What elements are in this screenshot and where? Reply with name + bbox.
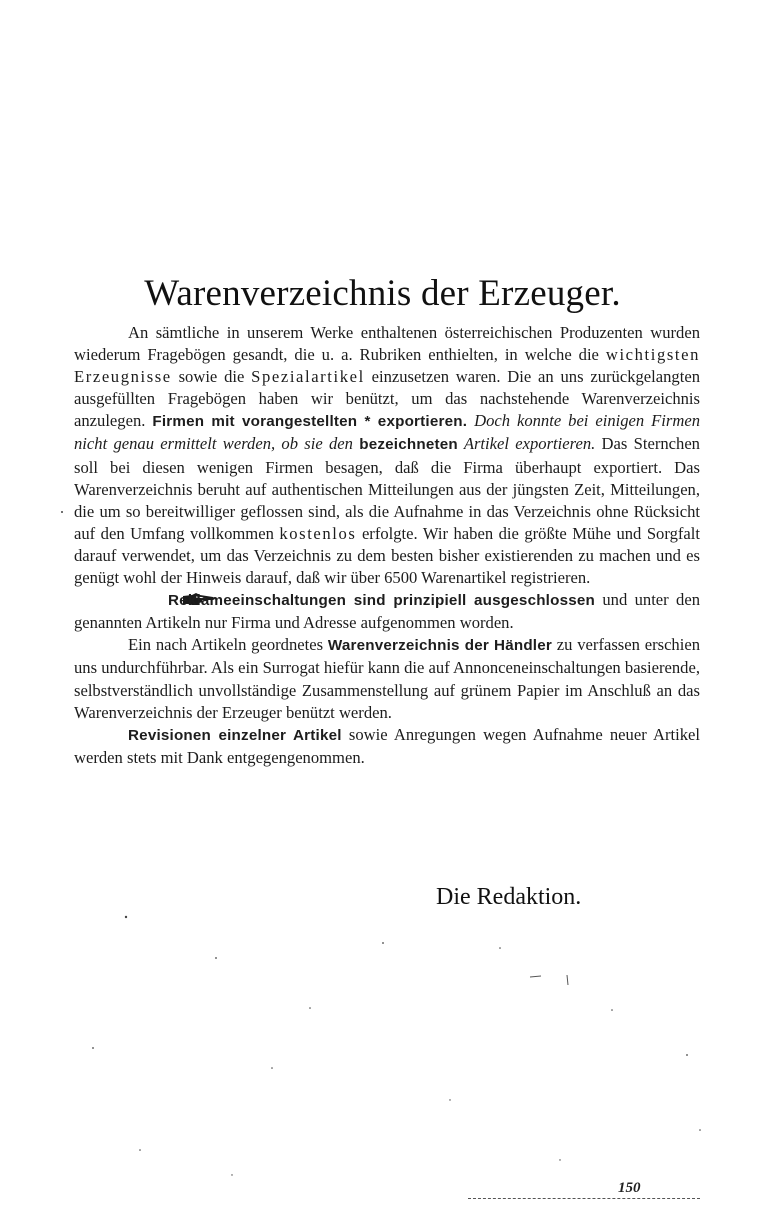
- dealers-text-2: zu verfassen erschien uns undurchführbar. Als ein Surrogat hiefür kann die auf Annonceneinschaltungen basierende, selbstverständlich unvollständige Zusammenstellung auf grünem Papier im Anschluß an das Warenverzeichnis der Erzeuger benützt werden.: [74, 635, 700, 722]
- intro-spaced-specials: Spezialartikel: [251, 367, 365, 387]
- intro-italic-2: Artikel exportieren.: [457, 434, 596, 454]
- intro-spaced-products: wichtigsten Erzeugnisse: [74, 345, 700, 387]
- signature-editorial: Die Redaktion.: [436, 884, 582, 910]
- page-title: Warenverzeichnis der Erzeuger.: [144, 273, 621, 314]
- document-body: [74, 322, 700, 769]
- intro-text-5: erfolgte. Wir haben die größte Mühe und Sorgfalt darauf verwendet, um das Verzeichnis zu dem besten bisher existierenden zu machen und es genügt wohl der Hinweis darauf, daß wir über 6500 Warenartikel registrieren.: [74, 523, 700, 588]
- intro-bold-designated: bezeichneten: [359, 436, 458, 454]
- revisions-text: sowie Anregungen wegen Aufnahme neuer Artikel werden stets mit Dank entgegengenommen.: [74, 724, 700, 767]
- intro-text-4: Das Sternchen soll bei diesen wenigen Firmen besagen, daß die Firma überhaupt exportiert. Das Warenverzeichnis beruht auf authentischen Mitteilungen aus der jüngsten Zeit, Mitteilungen, die um so bereitwilliger geflossen sind, als die Aufnahme in das Verzeichnis ohne Rücksicht auf den Umfang vollkommen: [74, 434, 700, 543]
- revisions-bold: Revisionen einzelner Artikel: [128, 726, 342, 744]
- intro-spaced-free: kostenlos: [279, 523, 357, 543]
- footer-rule: [468, 1198, 700, 1199]
- intro-text-2: sowie die: [171, 367, 252, 387]
- paragraph-dealers: [74, 634, 700, 723]
- page-number: 150: [618, 1180, 641, 1196]
- intro-text-3: einzusetzen waren. Die an uns zurückgelangten ausgefüllten Fragebögen haben wir benützt, um das nachstehende Warenverzeichnis anzulegen.: [74, 367, 700, 431]
- intro-italic-1: Doch konnte bei einigen Firmen nicht genau ermittelt werden, ob sie den: [74, 411, 700, 454]
- paragraph-revisions: [74, 724, 700, 769]
- advertising-bold: Reklameeinschaltungen sind prinzipiell ausgeschlossen: [168, 592, 596, 610]
- intro-text-1: An sämtliche in unserem Werke enthaltenen österreichischen Produzenten wurden wiederum Fragebögen gesandt, die u. a. Rubriken enthielten, in welche die: [74, 323, 700, 365]
- intro-export-notice: Firmen mit vorangestellten * exportieren.: [152, 413, 468, 431]
- advertising-text: und unter den genannten Artikeln nur Firma und Adresse aufgenommen worden.: [74, 590, 700, 633]
- dealers-text-1: Ein nach Artikeln geordnetes: [128, 635, 328, 655]
- paragraph-intro: [74, 322, 700, 589]
- dealers-bold: Warenverzeichnis der Händler: [327, 637, 552, 655]
- pointing-hand-icon: [128, 590, 162, 604]
- paragraph-advertising: [74, 589, 700, 634]
